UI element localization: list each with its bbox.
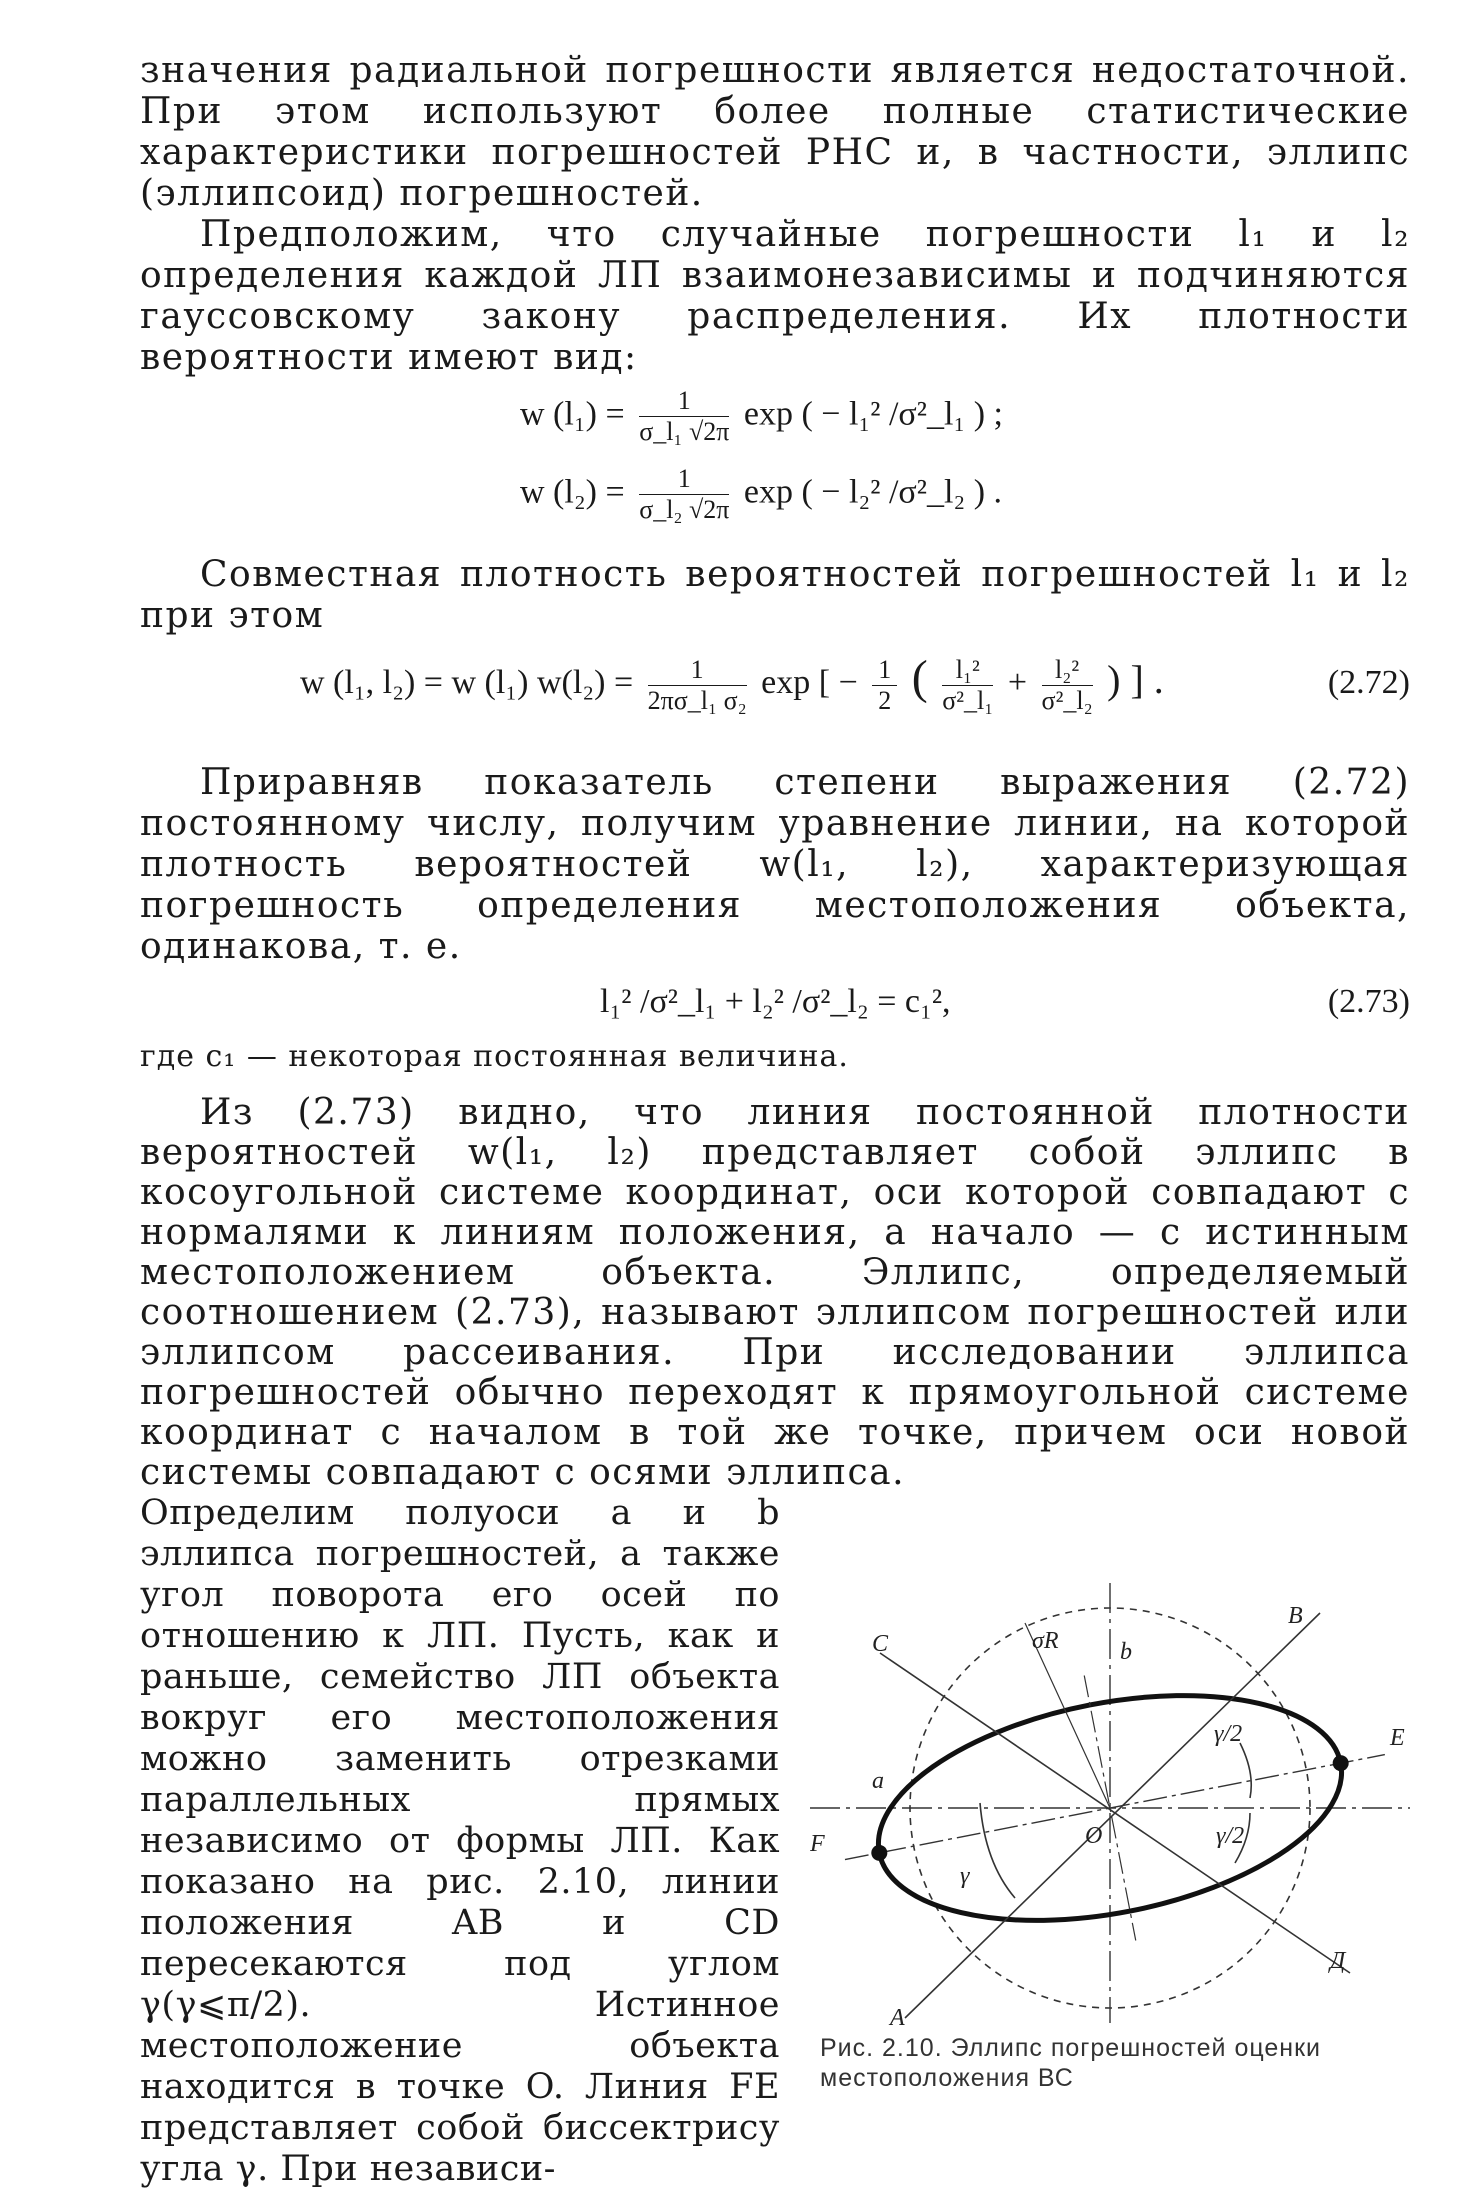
eq3-denominator: 2πσ_l₁ σ₂ (647, 685, 747, 715)
paragraph-4: Приравняв показатель степени выражения (2.72) постоянному числу, получим уравнение линии, на которой плотность вероятностей w(l₁, l₂), характеризующая погрешность определения местоположения объекта, одинакова, т. е. (140, 762, 1410, 967)
ellipse-point-right (1331, 1754, 1350, 1773)
eq3-half-den: 2 (878, 685, 892, 715)
eq1-rhs: exp ( − l₁² /σ²_l₁ ) ; (743, 395, 1004, 433)
equation-w-l1 (140, 378, 1410, 460)
eq2-numerator: 1 (639, 464, 729, 495)
eq2-denominator: σ_l₂ √2π (639, 495, 730, 524)
equation-number-2-73: (2.73) (1327, 983, 1410, 1020)
two-column-section (140, 1493, 1410, 2189)
eq3-term2-den: σ²_l₂ (1041, 685, 1093, 715)
eq3-plus: + (1007, 664, 1028, 701)
equation-number-2-72: (2.72) (1327, 664, 1410, 701)
eq4-body: l₁² /σ²_l₁ + l₂² /σ²_l₂ = c₁², (600, 983, 951, 1020)
eq3-fraction (648, 655, 747, 716)
paragraph-5: где c₁ — некоторая постоянная величина. (140, 1039, 849, 1074)
label-a: a (872, 1768, 884, 1794)
eq3-term1-num: l₁² (942, 655, 993, 686)
error-ellipse-diagram (810, 1563, 1430, 2033)
label-A: A (890, 2005, 905, 2031)
ellipse-point-left (870, 1843, 889, 1862)
label-sigma-r: σR (1032, 1628, 1059, 1654)
eq3-close: ) ] . (1107, 657, 1164, 702)
label-b: b (1120, 1639, 1132, 1665)
equation-2-73 (140, 967, 1410, 1037)
eq1-fraction (639, 386, 729, 447)
eq3-term2 (1042, 655, 1093, 716)
label-F: F (810, 1831, 825, 1857)
eq3-term1 (942, 655, 993, 716)
figure-2-10 (810, 1563, 1430, 2103)
eq2-fraction (639, 464, 729, 525)
paragraph-7: Определим полуоси a и b эллипса погрешностей, а также угол поворота его осей по отношению к ЛП. Пусть, как и раньше, семейство ЛП объекта вокруг его местоположения можно заменить отрезками параллельных прямых независимо от формы ЛП. Как показано на рис. 2.10, линии положения AB и CD пересекаются под углом γ(γ⩽π/2). Истинное местоположение объекта находится в точке O. Линия FE представляет собой биссектрису угла γ. При независи- (140, 1493, 780, 2189)
left-column (140, 1493, 780, 2190)
label-B: B (1288, 1603, 1303, 1629)
equation-2-72: w (l₁, l₂) = w (l₁) w(l₂) = $\frac{1}{\text{2πσ\_l₁ σ₂}}$ exp [ − $\frac{1}{2}$ ( $\frac{\text{l₁²}}{\text{σ²\_l₁}}$ + $\frac{\text{l₂²}}{\text{σ²\_l₂}}$ ) ] . (2.72) (300, 651, 1410, 715)
eq2-lhs: w (l₂) = (520, 473, 625, 511)
eq3-term1-den: σ²_l₁ (942, 685, 994, 715)
label-gamma-half-top: γ/2 (1214, 1721, 1243, 1747)
gamma-half-arc-top (1240, 1743, 1251, 1798)
eq1-lhs: w (l₁) = (520, 395, 625, 433)
label-O: O (1085, 1823, 1103, 1849)
label-gamma-half-bottom: γ/2 (1216, 1823, 1245, 1849)
eq2-rhs: exp ( − l₂² /σ²_l₂ ) . (743, 473, 1003, 511)
eq3-half (872, 655, 897, 716)
figure-caption: Рис. 2.10. Эллипс погрешностей оценки местоположения ВС (820, 2034, 1322, 2092)
paragraph-2: Предположим, что случайные погрешности l₁ и l₂ определения каждой ЛП взаимонезависимы и подчиняются гауссовскому закону распределения. Их плотности вероятности имеют вид: (140, 214, 1410, 378)
eq1-denominator: σ_l₁ √2π (639, 417, 730, 446)
eq3-lhs: w (l₁, l₂) = w (l₁) w(l₂) = (300, 664, 634, 701)
line-AB (905, 1613, 1320, 2018)
eq1-numerator: 1 (639, 386, 729, 417)
label-gamma: γ (960, 1863, 970, 1889)
label-E: E (1390, 1725, 1405, 1751)
eq3-term2-num: l₂² (1042, 655, 1093, 686)
eq3-half-num: 1 (872, 655, 897, 686)
gamma-arc (980, 1803, 1015, 1898)
paragraph-3: Совместная плотность вероятностей погрешностей l₁ и l₂ при этом (140, 554, 1410, 636)
equation-w-l2 (140, 460, 1410, 542)
page-content (140, 50, 1410, 2189)
label-D: Д (1330, 1948, 1346, 1974)
label-C: C (872, 1631, 889, 1657)
eq3-numerator: 1 (648, 655, 747, 686)
paragraph-1: значения радиальной погрешности является недостаточной. При этом используют более полные статистические характеристики погрешностей РНС и, в частности, эллипс (эллипсоид) погрешностей. (140, 50, 1410, 214)
paragraph-6: Из (2.73) видно, что линия постоянной плотности вероятностей w(l₁, l₂) представляет собой эллипс в косоугольной системе координат, оси которой совпадают с нормалями к линиям положения, а начало — с истинным местоположением объекта. Эллипс, определяемый соотношением (2.73), называют эллипсом погрешностей или эллипсом рассеивания. При исследовании эллипса погрешностей обычно переходят к прямоугольной системе координат с началом в той же точке, причем оси новой системы совпадают с осями эллипса. (140, 1092, 1410, 1493)
eq3-exp: exp [ − (761, 664, 858, 701)
